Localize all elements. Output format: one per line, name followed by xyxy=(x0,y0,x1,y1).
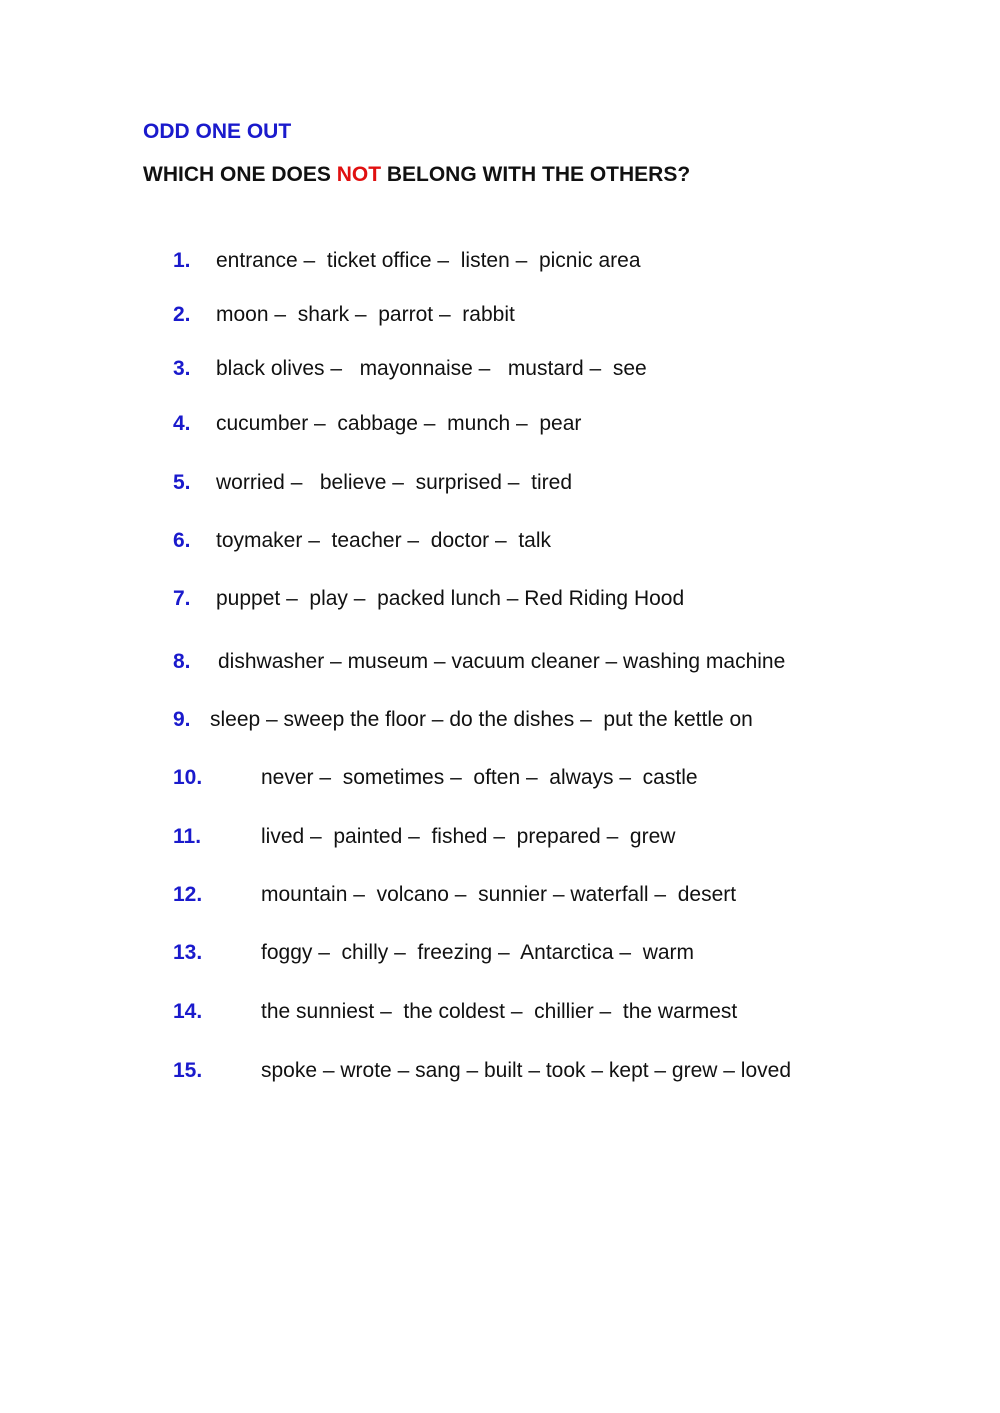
item-words: cucumber – cabbage – munch – pear xyxy=(216,412,582,435)
item-words: black olives – mayonnaise – mustard – see xyxy=(216,357,647,380)
item-number: 15. xyxy=(173,1059,203,1082)
item-words: worried – believe – surprised – tired xyxy=(216,471,573,494)
item-number: 7. xyxy=(173,587,191,610)
item-number: 10. xyxy=(173,766,203,789)
item-words: puppet – play – packed lunch – Red Riding Hood xyxy=(216,587,685,610)
item-words: the sunniest – the coldest – chillier – the warmest xyxy=(261,1000,738,1023)
item-words: mountain – volcano – sunnier – waterfall – desert xyxy=(261,883,737,906)
instruction-highlight: NOT xyxy=(336,163,382,186)
instruction-end: BELONG WITH THE OTHERS? xyxy=(381,163,691,186)
instruction-start: WHICH ONE DOES xyxy=(143,163,337,186)
item-number: 13. xyxy=(173,941,203,964)
item-number: 3. xyxy=(173,357,191,380)
item-number: 8. xyxy=(173,650,191,673)
item-words: never – sometimes – often – always – castle xyxy=(261,766,698,789)
item-number: 2. xyxy=(173,303,191,326)
item-words: sleep – sweep the floor – do the dishes – put the kettle on xyxy=(210,708,753,731)
item-number: 4. xyxy=(173,412,191,435)
item-number: 5. xyxy=(173,471,191,494)
item-number: 12. xyxy=(173,883,203,906)
item-number: 11. xyxy=(173,825,202,848)
item-words: moon – shark – parrot – rabbit xyxy=(216,303,515,326)
item-words: lived – painted – fished – prepared – grew xyxy=(261,825,676,848)
item-number: 1. xyxy=(173,249,191,272)
item-number: 9. xyxy=(173,708,191,731)
instruction xyxy=(143,162,690,188)
item-number: 6. xyxy=(173,529,191,552)
item-words: dishwasher – museum – vacuum cleaner – washing machine xyxy=(218,650,786,673)
item-number: 14. xyxy=(173,1000,203,1023)
item-words: foggy – chilly – freezing – Antarctica – warm xyxy=(261,941,695,964)
item-words: spoke – wrote – sang – built – took – kept – grew – loved xyxy=(261,1059,791,1082)
item-words: toymaker – teacher – doctor – talk xyxy=(216,529,551,552)
item-words: entrance – ticket office – listen – picnic area xyxy=(216,249,641,272)
worksheet-title: ODD ONE OUT xyxy=(143,120,292,143)
